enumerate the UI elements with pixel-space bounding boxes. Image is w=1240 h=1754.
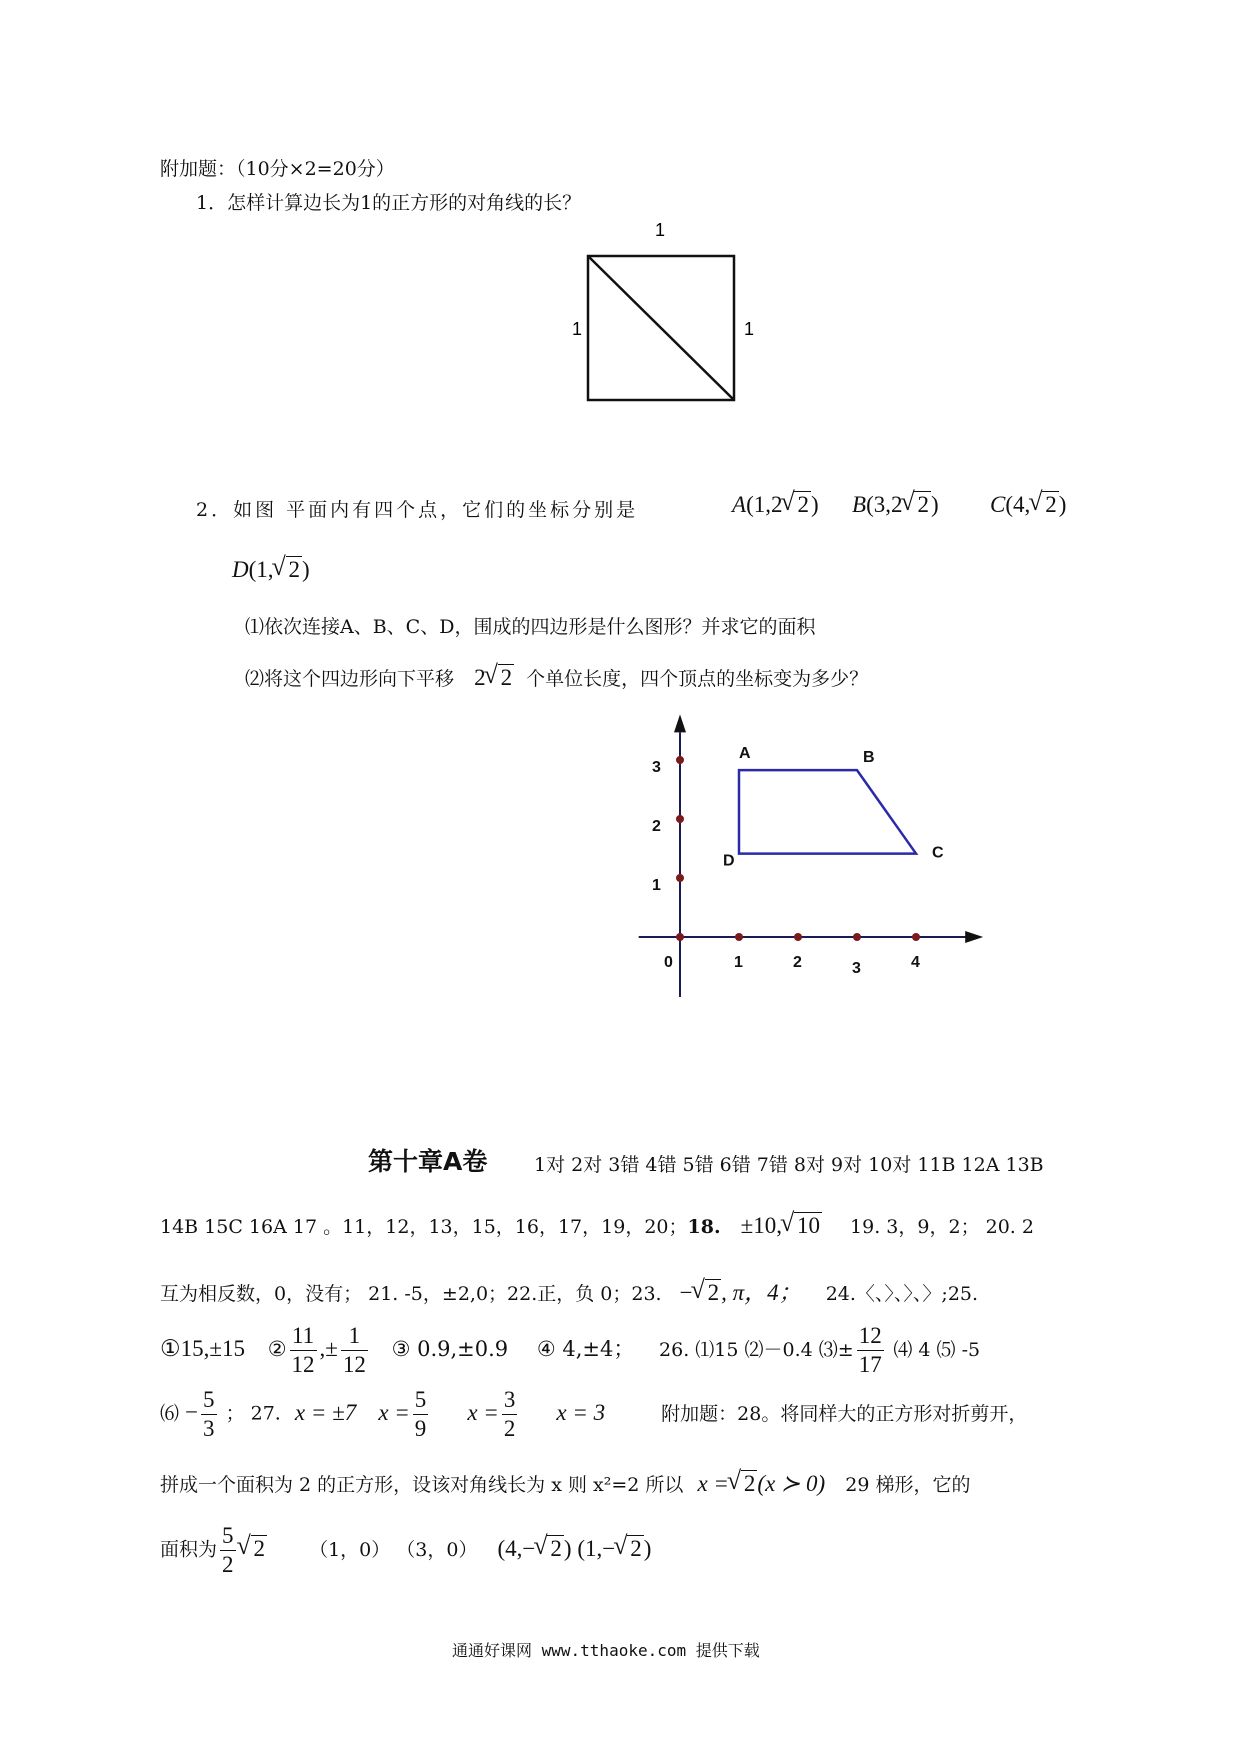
answers-line-5: ⑹ − $\frac{5}{3}$ ； 27. x = ±7 x = $\frac{5}{9}$ x = $\frac{3}{2}$ x = 3 附加题：28。将同样大的正方形对折剪开， xyxy=(160,1387,1028,1441)
point-c-coord: C(4,√ 2) xyxy=(990,491,1066,518)
answers-line-3: 互为相反数，0，没有； 21. -5，±2,0；22.正，负 0；23. −√ 2, π，4； 24.〈、〉、〉、〉;25. xyxy=(160,1274,978,1307)
answers-line-6: 拼成一个面积为 2 的正方形，设该对角线长为 x 则 x²=2 所以 x =√ 2(x ≻ 0) 29 梯形，它的 xyxy=(160,1470,971,1497)
vertex-label-c: C xyxy=(932,844,944,862)
trapezoid-abcd xyxy=(739,770,916,853)
x-tick-dot xyxy=(794,933,802,941)
y-tick-dot xyxy=(676,874,684,882)
answers-title: 第十章A卷 xyxy=(368,1147,488,1176)
x-tick-dot xyxy=(853,933,861,941)
square-label-left: 1 xyxy=(572,319,583,339)
square-diagram xyxy=(560,218,755,408)
answers-line-2: 14B 15C 16A 17 。11，12，13，15，16，17，19，20；18. ±10,√ 10 19. 3，9，2； 20. 2 xyxy=(160,1212,1034,1239)
vertex-label-d: D xyxy=(723,852,735,870)
vertex-label-a: A xyxy=(739,745,751,763)
x-tick-label: 3 xyxy=(852,960,861,977)
question-1: 1．怎样计算边长为1的正方形的对角线的长？ xyxy=(196,192,582,214)
x-tick-dot xyxy=(912,933,920,941)
y-tick-label: 3 xyxy=(652,759,661,776)
square-label-right: 1 xyxy=(744,319,755,339)
footer-source: 通通好课网 www.tthaoke.com 提供下载 xyxy=(452,1641,760,1660)
y-tick-label: 2 xyxy=(652,818,661,835)
x-tick-label: 2 xyxy=(793,954,802,971)
question-2-intro: 2．如图 平面内有四个点，它们的坐标分别是 xyxy=(196,499,639,521)
x-tick-label: 4 xyxy=(911,954,920,971)
y-tick-label: 1 xyxy=(652,877,661,894)
vertex-label-b: B xyxy=(863,749,875,767)
question-2-part-1: ⑴依次连接A、B、C、D，围成的四边形是什么图形？并求它的面积 xyxy=(245,616,816,638)
x-axis-arrow xyxy=(965,931,983,943)
question-2-part-2: ⑵将这个四边形向下平移 2√ 2 个单位长度，四个顶点的坐标变为多少？ xyxy=(245,664,868,691)
x-tick-dot xyxy=(676,933,684,941)
square-label-top: 1 xyxy=(655,220,666,240)
y-tick-dot xyxy=(676,756,684,764)
point-a-coord: A(1,2√ 2) xyxy=(732,491,819,518)
y-axis-arrow xyxy=(674,714,686,732)
y-tick-dot xyxy=(676,815,684,823)
answers-line-1: 1对 2对 3错 4错 5错 6错 7错 8对 9对 10对 11B 12A 13B xyxy=(534,1154,1044,1176)
answers-line-7: 面积为 $\frac{5}{2}$ √ 2 （1，0） （3，0） (4,−√ 2) (1,−√ 2) xyxy=(160,1522,651,1579)
square-diagonal xyxy=(588,256,734,400)
bonus-heading: 附加题：（10分×2=20分） xyxy=(160,158,395,180)
coordinate-chart xyxy=(620,712,980,1002)
x-tick-label: 0 xyxy=(664,954,673,971)
answers-line-4: ①15,±15 ② $\frac{11}{12}$ ,± $\frac{1}{12}$ ③ 0.9,±0.9 ④ 4,±4； 26. ⑴15 ⑵－0.4 ⑶± $\frac{12}{17}$ ⑷ 4 ⑸ -5 xyxy=(160,1323,981,1377)
point-d-coord: D(1,√ 2) xyxy=(232,556,310,583)
point-b-coord: B(3,2√ 2) xyxy=(852,491,939,518)
x-tick-label: 1 xyxy=(734,954,743,971)
x-tick-dot xyxy=(735,933,743,941)
